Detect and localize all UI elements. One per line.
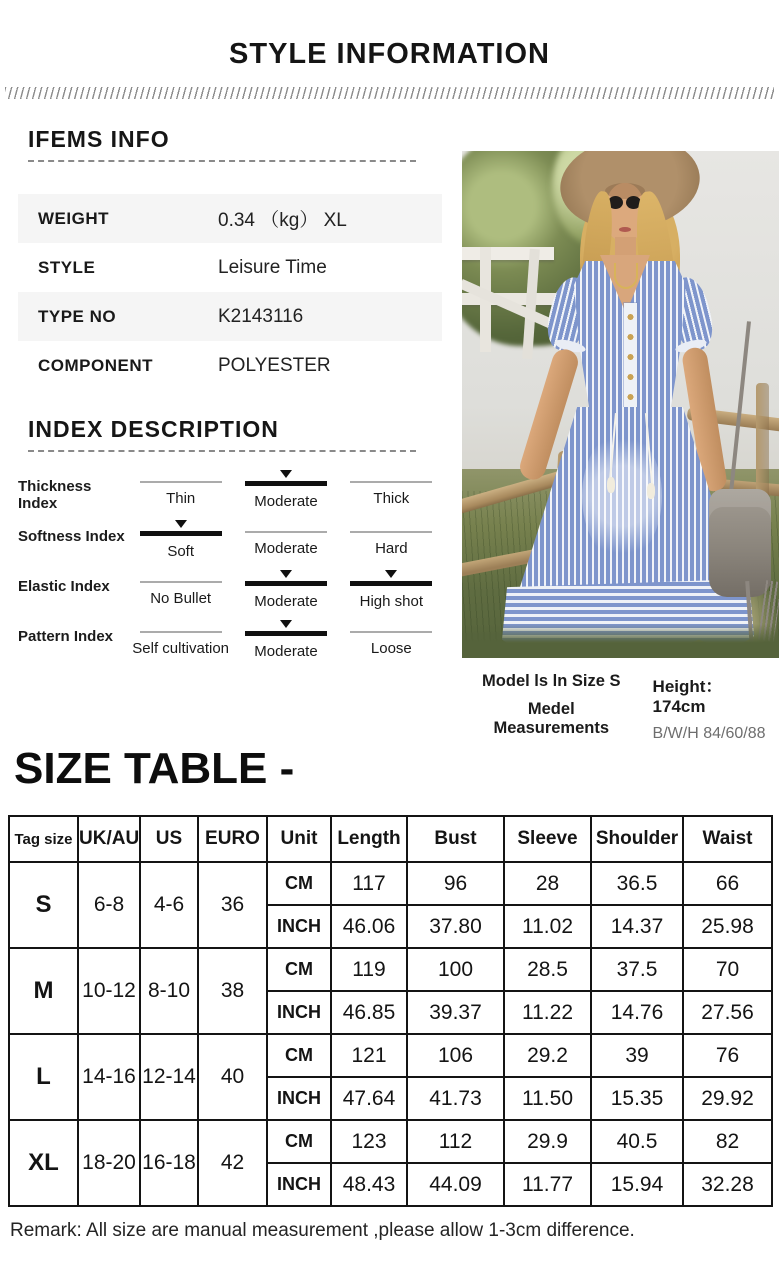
table-cell: 28 — [504, 862, 591, 905]
table-cell: 4-6 — [140, 862, 198, 948]
index-row-label: Thickness Index — [18, 478, 92, 513]
table-cell: 27.56 — [683, 991, 772, 1034]
index-option-label: Thick — [373, 490, 410, 507]
info-value: K2143116 — [218, 305, 304, 327]
table-cell: 36 — [198, 862, 267, 948]
index-row-label: Elastic Index — [18, 578, 110, 595]
index-option — [130, 618, 231, 657]
column-header: Tag size — [9, 816, 78, 862]
table-cell: 36.5 — [591, 862, 683, 905]
column-header: Unit — [267, 816, 331, 862]
index-option-label: Moderate — [254, 593, 318, 610]
table-cell: 100 — [407, 948, 504, 991]
size-table — [8, 815, 773, 1207]
table-cell: 14.37 — [591, 905, 683, 948]
table-row — [9, 1120, 772, 1163]
table-cell-tag: XL — [9, 1120, 78, 1206]
table-cell: 42 — [198, 1120, 267, 1206]
model-caption — [468, 672, 779, 743]
table-cell: 40.5 — [591, 1120, 683, 1163]
table-cell: 11.02 — [504, 905, 591, 948]
items-info-heading: IFEMS INFO — [28, 126, 170, 152]
index-bar — [350, 531, 432, 533]
table-cell: 15.35 — [591, 1077, 683, 1120]
column-header: Shoulder — [591, 816, 683, 862]
table-cell: 40 — [198, 1034, 267, 1120]
table-row — [9, 948, 772, 991]
info-label: STYLE — [38, 257, 96, 277]
index-option — [235, 618, 336, 660]
index-row-pattern — [18, 618, 442, 668]
index-option-label: Self cultivation — [132, 640, 230, 657]
column-header: US — [140, 816, 198, 862]
index-option-label: Moderate — [254, 540, 318, 557]
product-photo — [462, 151, 779, 658]
index-bar — [245, 481, 327, 486]
model-necklace — [614, 263, 638, 289]
table-cell: 106 — [407, 1034, 504, 1077]
table-cell: 47.64 — [331, 1077, 407, 1120]
index-option — [130, 568, 231, 607]
table-cell: 15.94 — [591, 1163, 683, 1206]
index-bar — [350, 631, 432, 633]
index-option-label: Loose — [370, 640, 412, 657]
table-cell-tag: M — [9, 948, 78, 1034]
table-cell: 39.37 — [407, 991, 504, 1034]
index-bar — [245, 631, 327, 636]
column-header: Waist — [683, 816, 772, 862]
table-cell: 70 — [683, 948, 772, 991]
info-value: 0.34 （kg） XL — [218, 210, 347, 231]
model-size-line: Model ls ln Size S — [482, 672, 621, 690]
index-option-label: Soft — [167, 543, 194, 560]
index-option-label: High shot — [359, 593, 424, 610]
index-option-label: Hard — [375, 540, 408, 557]
table-cell-unit: CM — [267, 1034, 331, 1077]
table-cell: 16-18 — [140, 1120, 198, 1206]
index-bar — [140, 631, 222, 633]
table-cell: 29.2 — [504, 1034, 591, 1077]
table-cell-unit: CM — [267, 948, 331, 991]
table-cell: 48.43 — [331, 1163, 407, 1206]
index-option — [235, 468, 336, 510]
info-label: TYPE NO — [38, 306, 117, 326]
model-stats — [653, 672, 779, 743]
index-row-label: Pattern Index — [18, 628, 114, 645]
table-cell-unit: CM — [267, 862, 331, 905]
table-cell: 25.98 — [683, 905, 772, 948]
index-option-label: Moderate — [254, 643, 318, 660]
info-row-weight — [18, 194, 442, 243]
index-option — [341, 518, 442, 557]
index-option — [130, 468, 231, 507]
table-cell: 112 — [407, 1120, 504, 1163]
index-option — [130, 518, 231, 560]
column-header: UK/AU — [78, 816, 140, 862]
selected-marker-icon — [385, 570, 397, 578]
photo-white-fence-bar — [462, 247, 554, 260]
table-row — [9, 862, 772, 905]
table-cell: 82 — [683, 1120, 772, 1163]
table-cell-unit: INCH — [267, 1077, 331, 1120]
table-cell: 41.73 — [407, 1077, 504, 1120]
index-description-heading: INDEX DESCRIPTION — [28, 416, 279, 442]
table-cell: 11.22 — [504, 991, 591, 1034]
index-option — [235, 568, 336, 610]
table-cell: 11.50 — [504, 1077, 591, 1120]
model-bwh: B/W/H 84/60/88 — [652, 725, 766, 742]
index-bar — [245, 581, 327, 586]
table-cell: 46.06 — [331, 905, 407, 948]
table-cell: 119 — [331, 948, 407, 991]
table-row — [9, 1034, 772, 1077]
table-cell-unit: INCH — [267, 991, 331, 1034]
table-cell: 96 — [407, 862, 504, 905]
table-cell-unit: INCH — [267, 1163, 331, 1206]
model-height: Height： 174cm — [652, 677, 723, 716]
index-bar — [140, 531, 222, 536]
index-option-label: Thin — [166, 490, 196, 507]
index-bar — [245, 531, 327, 533]
selected-marker-icon — [280, 570, 292, 578]
model-lips — [619, 227, 631, 232]
handbag — [709, 489, 771, 597]
dress-tassel-end — [647, 483, 655, 499]
left-column — [18, 126, 442, 668]
index-option — [341, 568, 442, 610]
table-cell: 44.09 — [407, 1163, 504, 1206]
table-cell: 14-16 — [78, 1034, 140, 1120]
remark-text: Remark: All size are manual measurement ,please allow 1-3cm difference. — [10, 1220, 635, 1241]
table-cell: 37.5 — [591, 948, 683, 991]
table-cell: 37.80 — [407, 905, 504, 948]
info-row-type-no — [18, 292, 442, 341]
table-cell: 39 — [591, 1034, 683, 1077]
table-cell: 10-12 — [78, 948, 140, 1034]
table-cell: 11.77 — [504, 1163, 591, 1206]
size-table-header-row — [9, 816, 772, 862]
index-option — [235, 518, 336, 557]
table-cell: 32.28 — [683, 1163, 772, 1206]
table-cell: 18-20 — [78, 1120, 140, 1206]
info-row-style — [18, 243, 442, 292]
index-option-label: No Bullet — [150, 590, 212, 607]
table-cell: 8-10 — [140, 948, 198, 1034]
table-cell: 28.5 — [504, 948, 591, 991]
dashed-rule — [28, 160, 416, 162]
dress-button-placket — [624, 303, 637, 411]
table-cell: 117 — [331, 862, 407, 905]
info-value: POLYESTER — [218, 354, 331, 376]
photo-grass-foreground — [462, 624, 779, 658]
page-title: STYLE INFORMATION — [229, 38, 550, 70]
table-cell: 29.9 — [504, 1120, 591, 1163]
index-row-label: Softness Index — [18, 528, 125, 545]
dress-tassel-end — [607, 477, 615, 493]
table-cell-unit: CM — [267, 1120, 331, 1163]
index-row-thickness — [18, 468, 442, 518]
table-cell: 12-14 — [140, 1034, 198, 1120]
slash-divider — [5, 87, 774, 99]
size-table-heading: SIZE TABLE - — [14, 744, 295, 793]
index-bar — [350, 581, 432, 586]
selected-marker-icon — [175, 520, 187, 528]
table-cell: 123 — [331, 1120, 407, 1163]
table-cell: 76 — [683, 1034, 772, 1077]
index-bar — [140, 581, 222, 583]
index-row-softness — [18, 518, 442, 568]
model-size-note — [468, 672, 635, 743]
index-bar — [140, 481, 222, 483]
index-row-elastic — [18, 568, 442, 618]
table-cell: 121 — [331, 1034, 407, 1077]
index-option — [341, 618, 442, 657]
items-info-list — [18, 194, 442, 390]
index-option — [341, 468, 442, 507]
selected-marker-icon — [280, 620, 292, 628]
table-cell: 46.85 — [331, 991, 407, 1034]
column-header: EURO — [198, 816, 267, 862]
index-option-label: Moderate — [254, 493, 318, 510]
table-cell-tag: S — [9, 862, 78, 948]
table-cell-unit: INCH — [267, 905, 331, 948]
table-cell-tag: L — [9, 1034, 78, 1120]
table-cell: 14.76 — [591, 991, 683, 1034]
info-label: COMPONENT — [38, 355, 153, 375]
dashed-rule — [28, 450, 416, 452]
info-value: Leisure Time — [218, 256, 327, 278]
table-cell: 66 — [683, 862, 772, 905]
selected-marker-icon — [280, 470, 292, 478]
column-header: Sleeve — [504, 816, 591, 862]
column-header: Length — [331, 816, 407, 862]
table-cell: 29.92 — [683, 1077, 772, 1120]
table-cell: 38 — [198, 948, 267, 1034]
model-measurements-line: Medel Measurements — [493, 700, 610, 737]
info-label: WEIGHT — [38, 208, 109, 228]
column-header: Bust — [407, 816, 504, 862]
table-cell: 6-8 — [78, 862, 140, 948]
index-bar — [350, 481, 432, 483]
info-row-component — [18, 341, 442, 390]
index-grid — [18, 468, 442, 668]
